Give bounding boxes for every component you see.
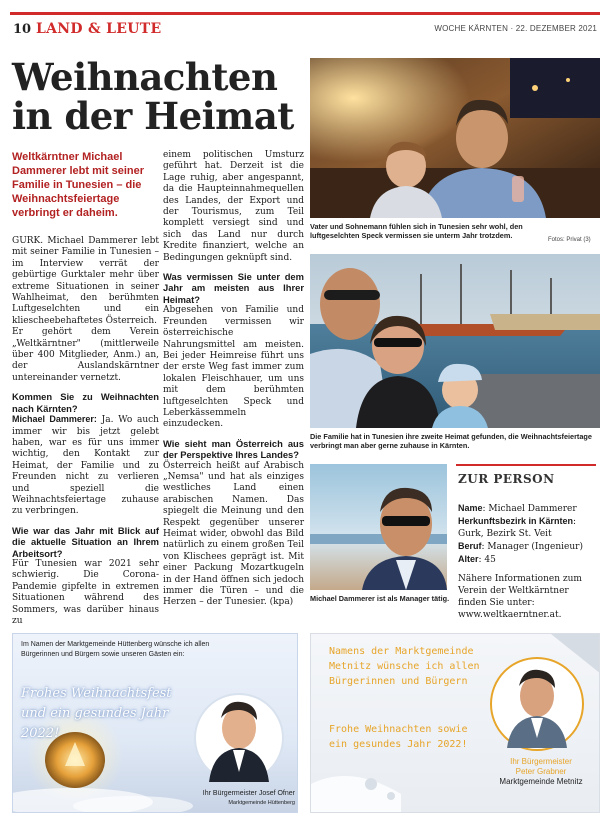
fact-name-value: : Michael Dammerer [482,504,577,514]
answer-2-continued: einem politischen Umsturz geführt hat. Derzeit ist die Lage ruhig, aber angespannt, da die Haupteinnahmequellen des Landes, der Export und der Tourismus, zum Teil komplett versiegt sind und sich das Land nur durch Kredite finanziert, welche an Bedingungen geknüpft sind. [163,150,304,263]
ad1-greeting-line1: Frohes Weihnachtsfest [21,686,172,701]
article-column-1 [12,236,159,627]
page-number: 10 [13,22,32,37]
fact-beruf [458,540,598,553]
ad-metnitz [310,633,600,813]
article-intro: GURK. Michael Dammerer lebt mit seiner Familie in Tunesien – im Interview verrät der gebürtige Gurktaler mehr über extreme Situationen in seiner Wahlheimat, den berühmten Luftgeselchten und ein kliescheebehaftetes Österreich. [12,236,159,326]
ad1-signature [183,790,295,807]
fact-name [458,502,598,515]
fact-name-label: Name [458,503,483,513]
photo-family-harbor [310,254,600,428]
photo-father-son [310,58,600,218]
ad1-signature-name: Ihr Bürgermeister Josef Ofner [202,790,295,797]
ad1-intro: Im Namen der Marktgemeinde Hüttenberg wünsche ich allen Bürgerinnen und Bürgern sowie unseren Gästen ein: [21,641,210,658]
fact-alter-label: Alter [458,554,479,564]
article-intro-2: Er gehört dem Verein „Weltkärntner" (mittlerweile über 400 Mitglieder, Anm.) an, der Auslandskärntner untereinander vernetzt. [12,327,159,383]
ad2-signature-town: Marktgemeinde Metnitz [499,777,583,786]
fact-bezirk-label: Herkunftsbezirk in Kärnten [458,516,574,526]
more-info [458,573,598,621]
zur-person-rule [456,464,596,466]
ad2-signature-title: Ihr Bürgermeister [510,757,572,766]
ad2-intro: Namens der Marktgemeinde Metnitz wünsche ich allen Bürgerinnen und Bürgern [329,646,480,687]
weltkaerntner-link[interactable]: www.weltkaerntner.at. [458,610,562,620]
photo1-caption: Vater und Sohnemann fühlen sich in Tunesien sehr wohl, den luftgeselchten Speck vermissen sie unterm Jahr trotzdem. [310,222,523,241]
more-info-text: Nähere Informationen zum Verein der Weltkärntner finden Sie unter: [458,574,582,608]
zur-person-facts [458,502,598,566]
fact-bezirk [458,515,598,540]
question-1: Kommen Sie zu Weihnachten nach Kärnten? [12,391,159,414]
photo-father-son-image [310,58,600,218]
answer-1-text: Ja. Wo auch immer wir bis jetzt gelebt haben, war es für uns immer wichtig, den Kontakt zur Heimat, der Familie und zu Freunden nicht zu verlieren und speziell die Weihnachtsfeiertage zuhause zu verbringen. [12,415,159,517]
article-lead: Weltkärntner Michael Dammerer lebt mit seiner Familie in Tunesien – die Weihnachtsfeiertage verbringt er daheim. [12,151,145,219]
zur-person-title: ZUR PERSON [458,472,555,486]
section-title: LAND & LEUTE [36,21,162,37]
speaker-label: Michael Dammerer: [12,414,97,425]
fact-alter [458,553,598,566]
fact-beruf-label: Beruf [458,541,482,551]
photo-portrait-image [310,464,447,590]
ad2-signature [483,757,599,787]
article-column-2 [163,150,304,609]
ad1-signature-town: Marktgemeinde Hüttenberg [228,799,295,806]
photo-family-harbor-image [310,254,600,428]
ad1-greeting-line2: und ein gesundes Jahr 2022! [21,706,169,741]
ad2-greeting: Frohe Weihnachten sowie ein gesundes Jahr 2022! [329,724,468,750]
answer-4: Österreich heißt auf Arabisch „Nemsa" und hat als einziges westliches Land einen arabischen Namen. Das spiegelt die Meinung und den Respekt gegenüber unserer Heimat wider, obwohl das Bild natürlich zu einem großen Teil von Klischees geprägt ist. Mit einer Packung Mozartkugeln in der Hand öffnen sich jedoch immer die Türen – und die Herzen – der Tunesier. (kpa) [163,460,304,608]
question-4: Wie sieht man Österreich aus der Perspektive Ihres Landes? [163,437,304,461]
answer-3: Abgesehen von Familie und Freunden vermissen wir österreichische Nahrungsmittel am meisten. Bei jeder Heimreise führt uns der erste Weg fast immer zum lokalen Fleischhauer, um uns mit dem berühmten luftgeselchten Speck und Leberkässemmeln einzudecken. [163,305,304,430]
photo3-caption: Michael Dammerer ist als Manager tätig. [310,594,450,603]
article-headline: Weihnachten in der Heimat [12,55,294,138]
answer-1 [12,414,159,518]
ad1-greeting [21,684,196,744]
header-rule [10,12,600,15]
question-3: Was vermissen Sie unter dem Jahr am meisten aus Ihrer Heimat? [163,271,304,305]
ad-huettenberg [12,633,298,813]
photo-portrait [310,464,447,590]
issue-line: WOCHE KÄRNTEN · 22. DEZEMBER 2021 [434,24,597,33]
ad2-signature-name: Peter Grabner [515,767,567,776]
fact-alter-value: : 45 [478,555,496,565]
fact-beruf-value: : Manager (Ingenieur) [481,542,583,552]
fact-bezirk-value: : Gurk, Bezirk St. Veit [458,517,577,539]
answer-2: Für Tunesien war 2021 sehr schwierig. Die Corona-Pandemie gipfelte in extremen Situationen während des Sommers, was darüber hinaus zu [12,558,159,626]
photo-credit: Fotos: Privat (3) [548,237,591,243]
photo2-caption: Die Familie hat in Tunesien ihre zweite Heimat gefunden, die Weihnachtsfeiertage verbringt man aber gerne zuhause in Kärnten. [310,432,592,451]
question-2: Wie war das Jahr mit Blick auf die aktuelle Situation an Ihrem Arbeitsort? [12,524,159,559]
